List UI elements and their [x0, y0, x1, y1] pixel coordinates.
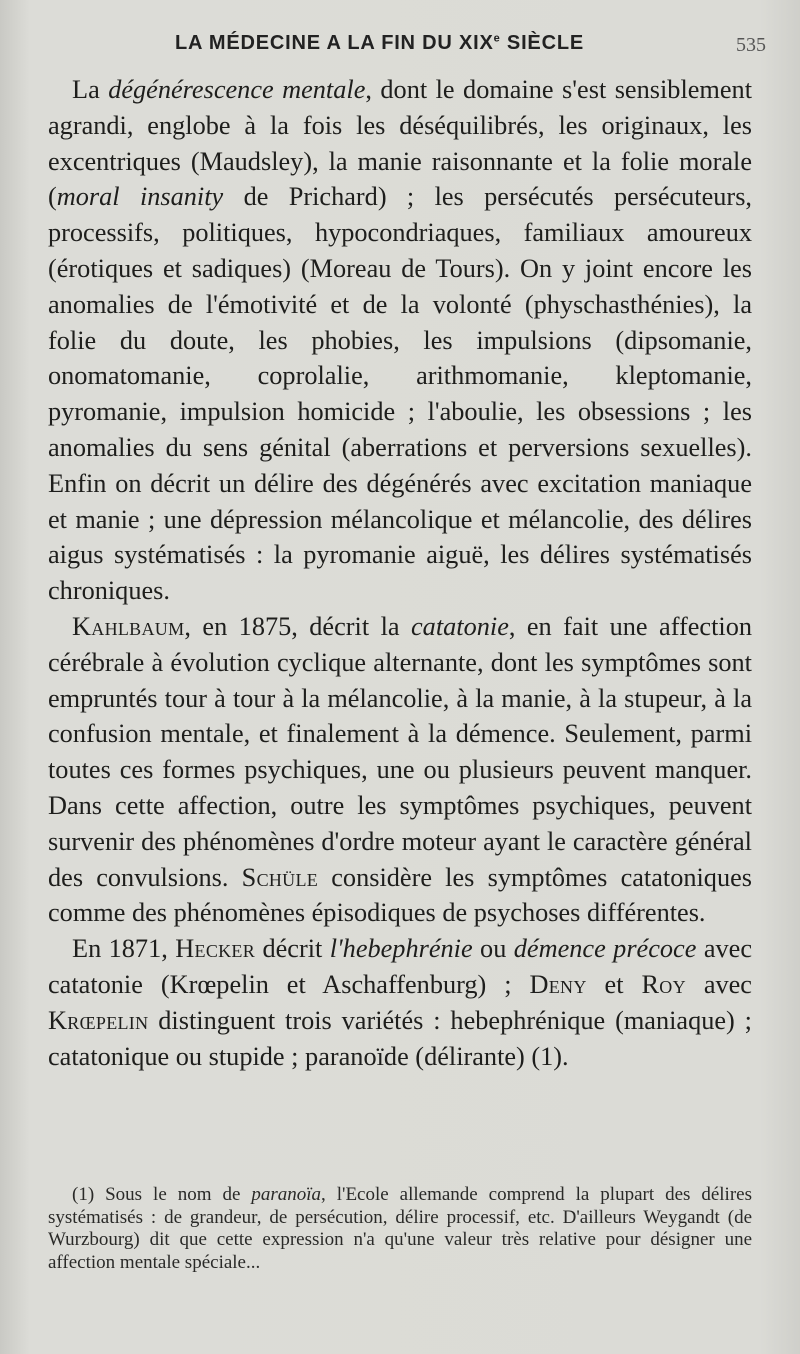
p3-text-k: avec	[685, 969, 752, 999]
footnote-text-c: , l'Ecole allemande comprend la plupart des délires systématisés : de grandeur, de persécution, délire processif, etc. D'ailleurs Weygandt (de Wurzbourg) dit que cette expression n'a qu'une valeur très relative pour désigner une affection mentale spéciale...	[48, 1184, 752, 1273]
p2-term-catatonie: catatonie	[411, 611, 509, 641]
p3-author-deny: Deny	[529, 969, 587, 999]
p3-term-hebephrenie: l'hebephrénie	[329, 934, 473, 964]
footnote-paragraph	[48, 1184, 752, 1274]
p3-text-i: et	[586, 969, 642, 999]
p1-text-e: de Prichard) ; les persécutés persécuteurs, processifs, politiques, hypocondriaques, familiaux amoureux (érotiques et sadiques) (Moreau de Tours). On y joint encore les anomalies de l'émotivité et de la volonté (physchasthénies), la folie du doute, les phobies, les impulsions (dipsomanie, onomatomanie, coprolalie, arithmomanie, kleptomanie, pyromanie, impulsion homicide ; l'aboulie, les obsessions ; les anomalies du sens génital (aberrations et perversions sexuelles). Enfin on décrit un délire des dégénérés avec excitation maniaque et manie ; une dépression mélancolique et mélancolie, des délires aigus systématisés : la pyromanie aiguë, les délires systématisés chroniques.	[48, 182, 753, 606]
p1-term-degenerescence: dégénérescence mentale	[108, 75, 366, 104]
footnote-term-paranoia: paranoïa	[251, 1184, 322, 1205]
paragraph-hebephrenie	[48, 931, 752, 1074]
p2-author-schule: Schüle	[241, 862, 319, 892]
p3-text-c: décrit	[255, 934, 330, 964]
p3-text-g: avec catatonie (Krœpelin et Aschaffenburg) ;	[48, 934, 752, 999]
running-head-title-sup: e	[493, 32, 501, 45]
p1-text-a: La	[72, 75, 109, 104]
p3-text-a: En 1871,	[72, 934, 176, 964]
p2-text-b: , en 1875, décrit la	[184, 611, 412, 641]
p3-author-roy: Roy	[641, 969, 686, 999]
main-text	[48, 72, 752, 1074]
p3-term-demence-precoce: démence précoce	[513, 934, 697, 964]
page-number: 535	[736, 34, 766, 56]
p3-author-kroepelin: Krœpelin	[48, 1005, 149, 1035]
running-head-title	[175, 32, 584, 55]
p1-term-moral-insanity: moral insanity	[56, 182, 224, 212]
footnote-text-a: (1) Sous le nom de	[72, 1184, 252, 1205]
p2-text-d: , en fait une affection cérébrale à évolution cyclique alternante, dont les symptômes sont empruntés tour à tour à la mélancolie, à la manie, à la stupeur, à la confusion mentale, et finalement à la démence. Seulement, parmi toutes ces formes psychiques, une ou plusieurs peuvent manquer. Dans cette affection, outre les symptômes psychiques, peuvent survenir des phénomènes d'ordre moteur ayant le caractère général des convulsions.	[48, 611, 752, 892]
running-head	[175, 32, 770, 62]
running-head-title-end: SIÈCLE	[500, 32, 584, 54]
p2-author-kahlbaum: Kahlbaum	[72, 611, 185, 641]
p3-author-hecker: Hecker	[175, 934, 256, 964]
footnote	[48, 1184, 752, 1274]
running-head-title-main: LA MÉDECINE A LA FIN DU XIX	[175, 32, 494, 54]
paragraph-catatonie	[48, 609, 752, 931]
p2-text-f: considère les symptômes catatoniques comme des phénomènes épisodiques de psychoses différentes.	[48, 862, 752, 928]
paragraph-degenerescence	[48, 72, 752, 609]
p3-text-e: ou	[472, 934, 514, 964]
p3-text-m: distinguent trois variétés : hebephrénique (maniaque) ; catatonique ou stupide ; paranoïde (délirante) (1).	[48, 1005, 752, 1071]
p1-text-c: , dont le domaine s'est sensiblement agrandi, englobe à la fois les déséquilibrés, les originaux, les excentriques (Maudsley), la manie raisonnante et la folie morale (	[48, 75, 753, 212]
